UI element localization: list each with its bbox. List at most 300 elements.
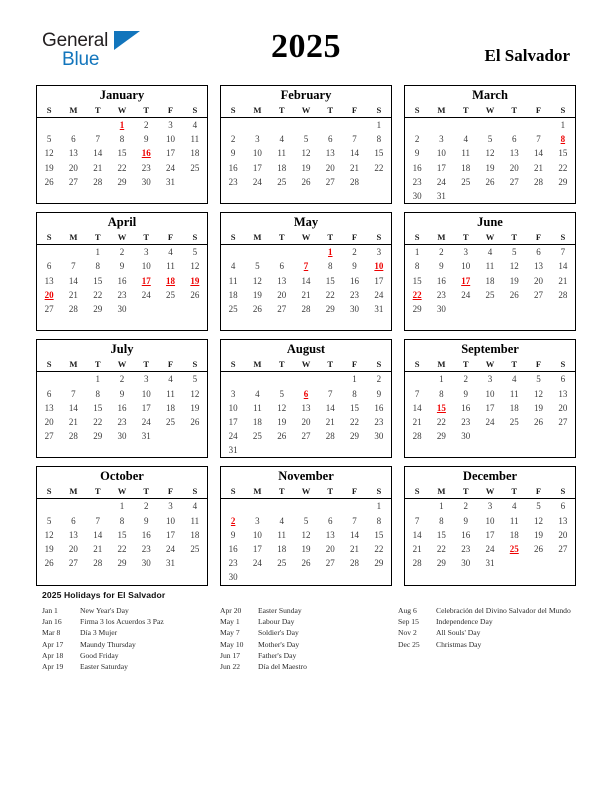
day-cell[interactable]: 18 — [252, 416, 262, 427]
day-cell[interactable]: 7 — [352, 134, 357, 145]
day-cell[interactable]: 24 — [141, 416, 151, 427]
day-cell[interactable]: 18 — [485, 275, 495, 286]
day-cell[interactable]: 25 — [228, 303, 238, 314]
day-cell[interactable]: 9 — [463, 515, 468, 526]
day-cell[interactable]: 7 — [352, 515, 357, 526]
day-cell[interactable]: 8 — [328, 261, 333, 272]
day-cell[interactable]: 11 — [228, 275, 238, 286]
day-cell[interactable]: 15 — [374, 529, 384, 540]
day-cell-holiday[interactable]: 1 — [119, 120, 125, 131]
day-cell[interactable]: 6 — [536, 247, 541, 258]
day-cell[interactable]: 14 — [534, 148, 544, 159]
day-cell[interactable]: 8 — [119, 515, 125, 526]
day-cell[interactable]: 11 — [253, 402, 262, 413]
day-cell[interactable]: 27 — [558, 544, 568, 555]
day-cell[interactable]: 10 — [485, 388, 495, 399]
day-cell[interactable]: 17 — [166, 148, 176, 159]
day-cell[interactable]: 26 — [534, 544, 544, 555]
day-cell[interactable]: 21 — [412, 544, 422, 555]
day-cell[interactable]: 16 — [412, 162, 422, 173]
day-cell[interactable]: 21 — [350, 162, 360, 173]
day-cell[interactable]: 20 — [534, 275, 544, 286]
day-cell[interactable]: 18 — [166, 402, 176, 413]
day-cell-holiday[interactable]: 7 — [303, 261, 309, 272]
day-cell[interactable]: 27 — [558, 416, 568, 427]
day-cell[interactable]: 12 — [44, 529, 54, 540]
day-cell[interactable]: 11 — [190, 515, 200, 526]
day-cell-holiday[interactable]: 17 — [141, 275, 151, 286]
day-cell[interactable]: 20 — [325, 544, 335, 555]
day-cell[interactable]: 29 — [117, 176, 127, 187]
day-cell[interactable]: 26 — [509, 289, 519, 300]
day-cell[interactable]: 21 — [350, 544, 360, 555]
day-cell[interactable]: 5 — [512, 247, 517, 258]
day-cell[interactable]: 4 — [279, 134, 284, 145]
day-cell[interactable]: 20 — [44, 416, 54, 427]
month-block-august[interactable] — [220, 339, 392, 458]
day-cell[interactable]: 30 — [461, 558, 471, 569]
day-cell[interactable]: 16 — [461, 529, 471, 540]
day-cell[interactable]: 19 — [534, 402, 544, 413]
day-cell[interactable]: 2 — [463, 374, 468, 385]
day-cell[interactable]: 4 — [168, 374, 173, 385]
day-cell[interactable]: 9 — [352, 261, 357, 272]
day-cell[interactable]: 13 — [325, 148, 335, 159]
day-cell[interactable]: 24 — [485, 544, 495, 555]
day-cell[interactable]: 27 — [277, 303, 287, 314]
day-cell[interactable]: 26 — [485, 176, 495, 187]
day-cell[interactable]: 1 — [376, 501, 382, 512]
day-cell[interactable]: 21 — [325, 416, 335, 427]
day-cell[interactable]: 7 — [95, 134, 100, 145]
day-cell[interactable]: 25 — [166, 416, 176, 427]
day-cell[interactable]: 3 — [168, 501, 173, 512]
day-cell[interactable]: 28 — [93, 558, 103, 569]
day-cell[interactable]: 6 — [46, 388, 52, 399]
day-cell[interactable]: 1 — [560, 120, 566, 131]
day-cell[interactable]: 28 — [558, 289, 568, 300]
day-cell[interactable]: 10 — [252, 529, 262, 540]
day-cell[interactable]: 1 — [119, 501, 125, 512]
day-cell[interactable]: 1 — [95, 374, 100, 385]
day-cell[interactable]: 23 — [461, 416, 471, 427]
day-cell[interactable]: 3 — [376, 247, 382, 258]
day-cell[interactable]: 30 — [350, 303, 360, 314]
day-cell[interactable]: 28 — [350, 176, 360, 187]
day-cell[interactable]: 4 — [463, 134, 468, 145]
day-cell[interactable]: 7 — [71, 261, 76, 272]
day-cell[interactable]: 25 — [277, 176, 287, 187]
day-cell[interactable]: 9 — [119, 261, 125, 272]
day-cell[interactable]: 16 — [461, 402, 471, 413]
day-cell[interactable]: 16 — [117, 402, 127, 413]
day-cell[interactable]: 2 — [230, 134, 236, 145]
day-cell-holiday[interactable]: 15 — [436, 402, 446, 413]
day-cell[interactable]: 17 — [485, 402, 495, 413]
day-cell[interactable]: 21 — [412, 416, 422, 427]
day-cell[interactable]: 5 — [192, 374, 198, 385]
day-cell[interactable]: 7 — [328, 388, 333, 399]
day-cell-holiday[interactable]: 18 — [166, 275, 176, 286]
day-cell[interactable]: 29 — [325, 303, 335, 314]
day-cell[interactable]: 20 — [68, 544, 78, 555]
day-cell[interactable]: 29 — [350, 431, 360, 442]
day-cell[interactable]: 20 — [325, 162, 335, 173]
day-cell[interactable]: 16 — [228, 162, 238, 173]
day-cell[interactable]: 28 — [534, 176, 544, 187]
day-cell[interactable]: 1 — [439, 374, 444, 385]
day-cell[interactable]: 26 — [301, 558, 311, 569]
day-cell[interactable]: 31 — [485, 558, 495, 569]
month-block-march[interactable] — [404, 85, 576, 204]
day-cell[interactable]: 10 — [485, 515, 495, 526]
day-cell[interactable]: 31 — [141, 431, 151, 442]
day-cell[interactable]: 22 — [350, 416, 360, 427]
day-cell[interactable]: 2 — [439, 247, 444, 258]
day-cell[interactable]: 23 — [461, 544, 471, 555]
day-cell[interactable]: 5 — [255, 261, 260, 272]
day-cell[interactable]: 4 — [255, 388, 260, 399]
day-cell[interactable]: 4 — [279, 515, 284, 526]
day-cell[interactable]: 18 — [277, 162, 287, 173]
day-cell[interactable]: 31 — [436, 191, 446, 202]
day-cell[interactable]: 8 — [95, 261, 100, 272]
day-cell[interactable]: 21 — [93, 544, 103, 555]
day-cell-holiday[interactable]: 8 — [560, 134, 566, 145]
day-cell[interactable]: 25 — [252, 431, 262, 442]
day-cell[interactable]: 21 — [301, 289, 311, 300]
day-cell[interactable]: 22 — [93, 416, 103, 427]
day-cell[interactable]: 7 — [71, 388, 76, 399]
day-cell[interactable]: 15 — [325, 275, 335, 286]
day-cell[interactable]: 26 — [252, 303, 262, 314]
day-cell[interactable]: 27 — [301, 431, 311, 442]
day-cell[interactable]: 15 — [350, 402, 360, 413]
day-cell[interactable]: 12 — [301, 529, 311, 540]
day-cell[interactable]: 7 — [414, 388, 420, 399]
day-cell[interactable]: 17 — [166, 529, 176, 540]
day-cell[interactable]: 8 — [376, 134, 382, 145]
day-cell[interactable]: 7 — [536, 134, 541, 145]
day-cell[interactable]: 4 — [230, 261, 236, 272]
day-cell[interactable]: 31 — [374, 303, 384, 314]
day-cell[interactable]: 11 — [166, 388, 175, 399]
day-cell[interactable]: 22 — [374, 162, 384, 173]
day-cell[interactable]: 11 — [509, 515, 519, 526]
day-cell[interactable]: 27 — [534, 289, 544, 300]
month-block-april[interactable] — [36, 212, 208, 331]
day-cell[interactable]: 12 — [534, 388, 544, 399]
month-block-january[interactable] — [36, 85, 208, 204]
day-cell[interactable]: 14 — [68, 402, 78, 413]
day-cell[interactable]: 15 — [93, 275, 103, 286]
day-cell-holiday[interactable]: 25 — [509, 544, 519, 555]
day-cell[interactable]: 15 — [412, 275, 422, 286]
day-cell[interactable]: 22 — [117, 544, 127, 555]
day-cell[interactable]: 26 — [277, 431, 287, 442]
day-cell[interactable]: 22 — [558, 162, 568, 173]
day-cell[interactable]: 7 — [95, 515, 100, 526]
day-cell[interactable]: 2 — [352, 247, 357, 258]
day-cell[interactable]: 18 — [509, 529, 519, 540]
day-cell[interactable]: 9 — [144, 134, 149, 145]
day-cell[interactable]: 16 — [141, 529, 151, 540]
day-cell[interactable]: 5 — [536, 374, 541, 385]
day-cell-holiday[interactable]: 2 — [230, 515, 236, 526]
day-cell-holiday[interactable]: 6 — [303, 388, 309, 399]
month-block-september[interactable] — [404, 339, 576, 458]
day-cell[interactable]: 30 — [374, 431, 384, 442]
day-cell[interactable]: 23 — [436, 289, 446, 300]
day-cell[interactable]: 23 — [141, 544, 151, 555]
day-cell[interactable]: 5 — [487, 134, 493, 145]
day-cell[interactable]: 14 — [93, 148, 103, 159]
day-cell[interactable]: 16 — [374, 402, 384, 413]
day-cell[interactable]: 29 — [93, 431, 103, 442]
day-cell[interactable]: 3 — [144, 374, 149, 385]
day-cell[interactable]: 27 — [325, 558, 335, 569]
month-block-may[interactable] — [220, 212, 392, 331]
day-cell[interactable]: 20 — [277, 289, 287, 300]
day-cell[interactable]: 6 — [560, 374, 566, 385]
day-cell[interactable]: 5 — [46, 134, 52, 145]
day-cell[interactable]: 8 — [439, 388, 444, 399]
day-cell[interactable]: 19 — [277, 416, 287, 427]
day-cell-holiday[interactable]: 10 — [374, 261, 384, 272]
day-cell[interactable]: 6 — [512, 134, 517, 145]
day-cell-holiday[interactable]: 20 — [44, 289, 54, 300]
day-cell[interactable]: 25 — [461, 176, 471, 187]
day-cell[interactable]: 5 — [279, 388, 284, 399]
day-cell[interactable]: 14 — [350, 529, 360, 540]
day-cell[interactable]: 11 — [166, 261, 175, 272]
day-cell[interactable]: 6 — [560, 501, 566, 512]
day-cell[interactable]: 10 — [252, 148, 262, 159]
day-cell[interactable]: 28 — [412, 558, 422, 569]
day-cell[interactable]: 25 — [190, 544, 200, 555]
day-cell[interactable]: 1 — [376, 120, 382, 131]
day-cell[interactable]: 13 — [325, 529, 335, 540]
day-cell[interactable]: 7 — [414, 515, 420, 526]
day-cell[interactable]: 17 — [485, 529, 495, 540]
day-cell[interactable]: 6 — [71, 515, 76, 526]
day-cell[interactable]: 12 — [252, 275, 262, 286]
day-cell[interactable]: 9 — [376, 388, 382, 399]
day-cell[interactable]: 17 — [374, 275, 384, 286]
day-cell[interactable]: 26 — [44, 176, 54, 187]
day-cell[interactable]: 10 — [436, 148, 446, 159]
day-cell[interactable]: 25 — [190, 162, 200, 173]
day-cell[interactable]: 12 — [277, 402, 287, 413]
day-cell[interactable]: 26 — [44, 558, 54, 569]
day-cell[interactable]: 14 — [350, 148, 360, 159]
day-cell[interactable]: 11 — [509, 388, 519, 399]
day-cell[interactable]: 11 — [461, 148, 471, 159]
day-cell[interactable]: 13 — [509, 148, 519, 159]
day-cell[interactable]: 10 — [228, 402, 238, 413]
day-cell[interactable]: 4 — [512, 374, 517, 385]
day-cell[interactable]: 1 — [352, 374, 357, 385]
day-cell[interactable]: 4 — [168, 247, 173, 258]
day-cell-holiday[interactable]: 19 — [190, 275, 200, 286]
day-cell[interactable]: 15 — [436, 529, 446, 540]
day-cell[interactable]: 25 — [277, 558, 287, 569]
day-cell[interactable]: 14 — [412, 529, 422, 540]
day-cell[interactable]: 29 — [93, 303, 103, 314]
day-cell[interactable]: 11 — [190, 134, 200, 145]
day-cell[interactable]: 23 — [228, 558, 238, 569]
day-cell[interactable]: 29 — [436, 558, 446, 569]
day-cell[interactable]: 30 — [117, 303, 127, 314]
day-cell[interactable]: 15 — [374, 148, 384, 159]
day-cell[interactable]: 11 — [485, 261, 495, 272]
day-cell[interactable]: 16 — [350, 275, 360, 286]
day-cell[interactable]: 6 — [71, 134, 76, 145]
day-cell[interactable]: 9 — [463, 388, 468, 399]
day-cell[interactable]: 13 — [558, 388, 568, 399]
day-cell[interactable]: 24 — [374, 289, 384, 300]
day-cell-holiday[interactable]: 22 — [412, 289, 422, 300]
day-cell[interactable]: 23 — [350, 289, 360, 300]
day-cell[interactable]: 9 — [230, 529, 236, 540]
day-cell[interactable]: 27 — [509, 176, 519, 187]
day-cell[interactable]: 12 — [190, 388, 200, 399]
day-cell[interactable]: 13 — [277, 275, 287, 286]
day-cell[interactable]: 15 — [117, 148, 127, 159]
day-cell[interactable]: 16 — [436, 275, 446, 286]
day-cell[interactable]: 6 — [279, 261, 284, 272]
day-cell[interactable]: 14 — [558, 261, 568, 272]
day-cell[interactable]: 28 — [93, 176, 103, 187]
day-cell[interactable]: 3 — [487, 374, 493, 385]
day-cell[interactable]: 13 — [68, 529, 78, 540]
day-cell[interactable]: 29 — [436, 431, 446, 442]
day-cell[interactable]: 12 — [301, 148, 311, 159]
day-cell[interactable]: 26 — [190, 289, 200, 300]
day-cell[interactable]: 6 — [328, 134, 333, 145]
day-cell[interactable]: 17 — [228, 416, 238, 427]
day-cell[interactable]: 10 — [141, 388, 151, 399]
day-cell[interactable]: 19 — [44, 162, 54, 173]
day-cell[interactable]: 16 — [228, 544, 238, 555]
day-cell[interactable]: 9 — [230, 148, 236, 159]
day-cell[interactable]: 2 — [119, 247, 125, 258]
day-cell[interactable]: 20 — [509, 162, 519, 173]
day-cell[interactable]: 27 — [68, 558, 78, 569]
day-cell[interactable]: 24 — [252, 176, 262, 187]
day-cell[interactable]: 19 — [190, 402, 200, 413]
month-block-october[interactable] — [36, 466, 208, 585]
day-cell[interactable]: 8 — [376, 515, 382, 526]
day-cell[interactable]: 5 — [536, 501, 541, 512]
day-cell[interactable]: 8 — [352, 388, 357, 399]
day-cell[interactable]: 22 — [436, 416, 446, 427]
day-cell[interactable]: 21 — [68, 416, 78, 427]
day-cell[interactable]: 3 — [255, 134, 260, 145]
day-cell[interactable]: 11 — [277, 529, 287, 540]
day-cell[interactable]: 8 — [119, 134, 125, 145]
day-cell[interactable]: 22 — [374, 544, 384, 555]
day-cell[interactable]: 12 — [534, 515, 544, 526]
month-block-june[interactable] — [404, 212, 576, 331]
day-cell[interactable]: 30 — [228, 572, 238, 583]
day-cell[interactable]: 18 — [509, 402, 519, 413]
day-cell[interactable]: 19 — [301, 162, 311, 173]
day-cell[interactable]: 22 — [117, 162, 127, 173]
day-cell[interactable]: 4 — [192, 501, 198, 512]
day-cell[interactable]: 13 — [44, 402, 54, 413]
day-cell[interactable]: 1 — [439, 501, 444, 512]
day-cell[interactable]: 27 — [325, 176, 335, 187]
day-cell[interactable]: 15 — [117, 529, 127, 540]
day-cell[interactable]: 25 — [166, 289, 176, 300]
day-cell[interactable]: 21 — [558, 275, 568, 286]
day-cell[interactable]: 11 — [277, 148, 287, 159]
day-cell[interactable]: 30 — [461, 431, 471, 442]
day-cell[interactable]: 3 — [439, 134, 444, 145]
day-cell[interactable]: 9 — [439, 261, 444, 272]
day-cell[interactable]: 14 — [93, 529, 103, 540]
day-cell[interactable]: 13 — [534, 261, 544, 272]
day-cell[interactable]: 7 — [560, 247, 566, 258]
day-cell[interactable]: 4 — [512, 501, 517, 512]
day-cell[interactable]: 20 — [301, 416, 311, 427]
month-block-november[interactable] — [220, 466, 392, 585]
day-cell[interactable]: 14 — [325, 402, 335, 413]
day-cell[interactable]: 8 — [414, 261, 420, 272]
day-cell[interactable]: 31 — [228, 445, 238, 456]
day-cell[interactable]: 5 — [303, 515, 309, 526]
day-cell[interactable]: 17 — [252, 162, 262, 173]
day-cell[interactable]: 24 — [436, 176, 446, 187]
month-block-february[interactable] — [220, 85, 392, 204]
day-cell[interactable]: 22 — [93, 289, 103, 300]
day-cell[interactable]: 13 — [68, 148, 78, 159]
day-cell[interactable]: 12 — [485, 148, 495, 159]
day-cell[interactable]: 3 — [230, 388, 236, 399]
day-cell[interactable]: 13 — [44, 275, 54, 286]
day-cell[interactable]: 3 — [463, 247, 468, 258]
day-cell[interactable]: 28 — [350, 558, 360, 569]
month-block-july[interactable] — [36, 339, 208, 458]
day-cell[interactable]: 19 — [44, 544, 54, 555]
day-cell[interactable]: 23 — [374, 416, 384, 427]
day-cell[interactable]: 6 — [328, 515, 333, 526]
day-cell[interactable]: 1 — [95, 247, 100, 258]
day-cell[interactable]: 10 — [461, 261, 471, 272]
day-cell-holiday[interactable]: 17 — [461, 275, 471, 286]
day-cell[interactable]: 28 — [68, 431, 78, 442]
day-cell[interactable]: 31 — [166, 176, 176, 187]
day-cell[interactable]: 12 — [509, 261, 519, 272]
day-cell[interactable]: 9 — [119, 388, 125, 399]
day-cell[interactable]: 23 — [117, 416, 127, 427]
day-cell[interactable]: 10 — [166, 515, 176, 526]
day-cell[interactable]: 30 — [141, 176, 151, 187]
day-cell[interactable]: 12 — [190, 261, 200, 272]
day-cell[interactable]: 10 — [166, 134, 176, 145]
day-cell[interactable]: 17 — [436, 162, 446, 173]
day-cell[interactable]: 25 — [509, 416, 519, 427]
day-cell[interactable]: 12 — [44, 148, 54, 159]
day-cell[interactable]: 30 — [117, 431, 127, 442]
day-cell[interactable]: 3 — [168, 120, 173, 131]
day-cell[interactable]: 8 — [439, 515, 444, 526]
day-cell[interactable]: 28 — [325, 431, 335, 442]
day-cell[interactable]: 17 — [141, 402, 151, 413]
day-cell[interactable]: 26 — [190, 416, 200, 427]
day-cell[interactable]: 27 — [68, 176, 78, 187]
